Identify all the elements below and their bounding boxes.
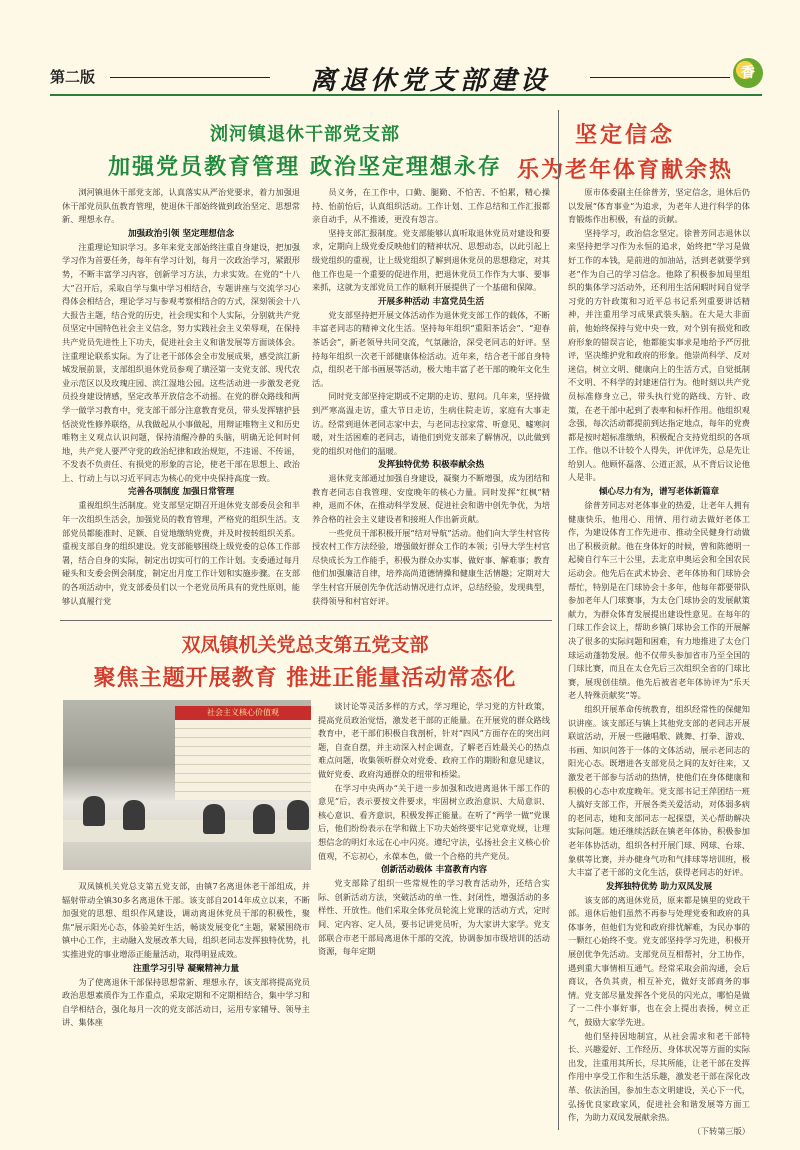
paragraph: 谈讨论等灵活多样的方式，学习理论，学习党的方针政策，提高党员政治觉悟，激发老干部的正能量。在开展党的群众路线教育中，老干部们积极自我剖析，针对“四风”方面存在的突出问题，自查自摆，并主动深入村企调查，了解老百姓最关心的热点难点问题，收集领听群众对党委、政府工作的期盼和意见建议，做好党委、政府沟通群众的纽带和桥梁。 [318,701,550,779]
article3-title-line1: 双凤镇机关党总支第五党支部 [181,634,429,656]
article2-column [568,186,750,1136]
paragraph: 双凤镇机关党总支第五党支部，由镇7名离退休老干部组成，并辐射带动全镇30多名离退休干部。该支部自2014年成立以来，不断加强党的思想、组织作风建设，调动离退休党员干部的积极性，聚焦“展示阳光心态，体验美好生活，畅谈发展变化”主题，紧紧围绕市镇中心工作，主动融入发展改革大局，组织老同志发挥独特优势，扎实推进党的事业增添正能量活动，取得明显成效。 [62,881,310,959]
edition-label: 第二版 [50,68,96,86]
subheading: 发挥独特优势 助力双凤发展 [605,881,713,892]
subheading: 注重学习引导 凝聚精神力量 [132,963,240,974]
paragraph: 为了使离退休干部保持思想常新、理想永存，该支部将提高党员政治思想素质作为工作重点，采取定期和不定期相结合，集中学习和自学相结合，强化每月一次的党支部活动日，运用专家辅导、领导主讲、集体座 [62,976,310,1028]
masthead-underline [50,94,762,96]
article3-headline [60,630,550,692]
paragraph: 该支部的离退休党员，原来都是镇里的党政干部。退休后他们虽然不再参与处理党委和政府的具体事务，但他们为党和政府排忧解难，为民办事的一颗红心始终不变。党支部坚持学习先进，积极开展创优争先活动。支部党员互相帮衬，分工协作，遇到重大事情相互通气。经常采取会前沟通，会后商议，各负其责，相互补充，做好支部商务的事情。党支部尽量发挥各个党员的闪光点，哪怕是做了一二件小事好事，也在会上提出表扬，树立正气，鼓励大家学先进。 [568,894,750,1028]
paragraph: 退休党支部通过加强自身建设，凝聚力不断增强，成为团结和教育老同志自我管理、安度晚年的核心力量。同时发挥“红枫”精神，退而不休，在推动科学发展、促进社会和谐中创先争优，为培养合格的社会主义建设者和接班人作出新贡献。 [312,473,550,525]
article1-headline [60,120,550,181]
article3-column-2 [318,700,550,1130]
paragraph: 党支部除了组织一些常规性的学习教育活动外，还结合实际、创新活动方法，突破活动的单一性、封闭性，增强活动的多样性、开放性。他们采取全体党员轮流上党课的活动方式，定时间、定内容、定人员，要书记讲党员听，为大家讲大家学。党支部联合市老干部局离退休干部的交流，协调参加市级培训的活动资源，每年定期 [318,878,550,957]
subheading: 发挥独特优势 积极奉献余热 [377,460,485,471]
subheading: 创新活动载体 丰富教育内容 [380,865,488,876]
paragraph: 同时党支部坚持定期或不定期的走访、慰问。几年来，坚持做到严寒高温走访，重大节日走访，生病住院走访，家庭有大事走访。经常到退休老同志家中去，与老同志拉家常、听意见、嘘寒问暖，对生活困难的老同志，请他们到党支部来了解情况，以此做到党的组织对他们的温暖。 [312,391,550,456]
article1-title-line2: 加强党员教育管理 政治坚定理想永存 [108,155,502,180]
masthead-title: 离退休党支部建设 [309,66,550,96]
photo-person [203,804,225,834]
subheading: 开展多种活动 丰富党员生活 [377,296,485,307]
article1-column-2 [312,186,550,616]
paragraph: 徐普芳同志对老体事业的热爱，让老年人拥有健康快乐，他用心、用情、用行动去做好老体工作，为建设体育工作先进市、推动全民健身行动做出了积极贡献。他在身体好的时候，曾和陈德明一起骑自行车三十公里，去北京申奥运会和全国农民运动会。他先后在武术协会、老年体协和门球协会帮忙，特别是在门球协会十多年，他每年都要带队参加老年人门球赛事，为太仓门球协会的发展献策献力，为群众体育发展提出建设性意见。在每年的门球工作会议上，帮助乡镇门球协会工作的开展解决了很多的实际问题和困难，有力地推进了太仓门球运动蓬勃发展。他不仅带头参加省市乃至全国的门球比赛，而且在太仓先后三次组织全省的门球比赛，展现创佳绩。他先后被省老年体协评为“乐天老人特殊贡献奖”等。 [568,500,750,701]
photo-display-board [175,720,311,800]
article2-title-line1: 坚定信念 [574,123,675,148]
article2-headline [500,118,750,184]
continued-note: （下转第三版） [692,1125,750,1136]
meeting-photo [63,700,311,870]
article1-column-1 [62,186,300,616]
subheading: 倾心尽力有为，谱写老体新篇章 [598,487,720,498]
paragraph: 组织开展革命传统教育，组织经常性的保健知识讲座。该支部还与镇上其他党支部的老同志开展联谊活动，开展一些融唱歌、跳舞、打拳、游戏、书画、知识问答于一体的文体活动，展示老同志的阳光心态。既增进各支部党员之间的友好往来，又激发老干部参与活动的热情，使他们在身体健康和积极的心态中欢度晚年。党支部书记王萍团结一班人搞好支部工作，开展各类关爱活动，对体弱多病的老同志，她和支部同志一起探望，关心帮助解决实际问题。她还继续活跃在镇老年体协，积极参加老年体协活动，组织各村开展门球、网球、台球、象棋等比赛，并办健身气功和气排球等培训班，极大丰富了老干部的文化生活，获得老同志的好评。 [568,703,750,878]
paragraph: 坚持学习，政治信念坚定。徐普芳同志退休以来坚持把学习作为永恒的追求，始终把“学习是做好工作的本钱，是前进的加油站，活到老就要学到老”作为自己的学习信念。他除了积极参加局里组织的集体学习活动外，还利用生活闲暇时间自觉学习党的方针政策和习近平总书记系列重要讲话精神，并注重用学习成果武装头脑。在大是大非面前，他始终保持与党中央一致，对个别有损党和政府形象的错误言论，他都能实事求是地给予严厉批评，坚决维护党和政府的形象。他崇尚科学、反对迷信，树立文明、健康向上的生活方式，自觉抵制不文明、不科学的封建迷信行为。他时刻以共产党员标准修身立己，带头执行党的路线、方针、政策，在老干部中起到了表率和标杆作用。他组织观念强，每次活动都提前到达指定地点，每年的党费都是按时超标准缴纳，积极配合支持党组织的各项工作。他以不计较个人得失，评优评先，总是先让给别人。他顾怀磊落、公道正派，从不背后议论他人是非。 [568,227,750,483]
article3-title-line2: 聚焦主题开展教育 推进正能量活动常态化 [93,666,517,691]
subheading: 完善各项制度 加强日常管理 [127,487,235,498]
masthead [50,58,762,100]
paragraph: 党支部坚持把开展文体活动作为退休党支部工作的载体，不断丰富老同志的精神文化生活。坚持每年组织“重阳茶话会”、“迎春茶话会”，新老领导共同交流，气氛融洽，深受老同志的好评。坚持每年组织一次老干部健康体检活动。近年来，结合老干部自身特点，组织老干部书画展等活动，极大地丰富了老干部的晚年文化生活。 [312,309,550,388]
paragraph: 在学习中央两办“关于进一步加强和改进离退休干部工作的意见”后，表示要按文件要求，牢固树立政治意识、大局意识、核心意识、看齐意识，积极发挥正能量。在听了“两学一做”党课后，他们纷纷表示在学和做上下功夫始终要牢记党章党规，让理想信念的明灯永远在心中闪亮。遵纪守法，弘扬社会主义核心价值观，不忘初心，永葆本色，做一个合格的共产党员。 [318,782,550,861]
article3-column-1 [62,880,310,1130]
newspaper-logo-icon: 香 [733,58,763,88]
subheading: 加强政治引领 坚定理想信念 [127,228,235,239]
masthead-rule-right [590,77,730,78]
paragraph: 一些党员干部积极开展“结对导航”活动。他们向大学生村官传授农村工作方法经验，增强做好群众工作的本领；引导大学生村官尽快成长为工作能手，积极为群众办实事、做好事、解难事；教育他们加强廉洁自律，培养高尚道德情操和健康生活情趣；定期对大学生村官开展创先争优活动情况进行点评，总结经验，发现典型，获得领导和村官好评。 [312,527,550,606]
paragraph: 他们坚持因地制宜，从社会需求和老干部特长、兴趣爱好、工作经历、身体状况等方面的实际出发，注重用其所长，尽其所能，让老干部在发挥作用中享受工作和生活乐趣，激发老干部在深化改革、依法治国，参加生态文明建设，关心下一代，弘扬优良家政家风，促进社会和谐发展等方面工作，为助力双凤发展献余热。 [568,1030,750,1123]
paragraph: 注重理论知识学习。多年来党支部始终注重自身建设，把加强学习作为首要任务，每年有学习计划，每月一次政治学习，紧跟形势，不断丰富学习内容，创新学习方法，力求实效。在党的“十八大”召开后，采取自学与集中学习相结合，专题讲座与交流学习心得体会相结合，理论学习与参观考察相结合的方式，深刻领会十八大报告主题，结合党的历史，社会现实和个人实际，分别就共产党员坚定中国特色社会主义信念，努力实践社会主义荣辱观，在保持共产党员先进性上下功夫，促进社会主义和谐发展等方面谈体会。注重理论联系实际。为了让老干部体会全市发展成果，感受滨江新城发展前景，支部组织退休党员参观了璜泾第一支党支部、现代农业示范区以及玫瑰庄园、滨江湿地公园。这些活动进一步激发老党员投身建设情感，坚定改革开放信念不动摇。在党的群众路线和两学一做学习教育中，党支部干部分注意教育党员，带头发挥辖护县恬淡党性修养联络，从我做起从小事做起，用辩证唯物主义和历史唯物主义观点认识问题，保持清醒冷静的头脑，明确无论何时何地，共产党人要严守党的政治纪律和政治规矩，不违谣、不传谣，不发表不负责任、有损党的形象的言论，使老干部在思想上、政治上、行动上与以习近平同志为核心的党中央保持高度一致。 [62,241,300,483]
column-divider [558,110,559,1130]
paragraph: 浏河镇退休干部党支部，认真落实从严治党要求，着力加强退休干部党员队伍教育管理，使退休干部始终做到政治坚定、思想常新、理想永存。 [62,187,300,225]
paragraph: 原市体委副主任徐普芳，坚定信念，退休后仍以发展“体育事业”为追求，为老年人进行科学的体育锻炼作出积极，有益的贡献。 [568,187,750,225]
photo-banner: 社会主义核心价值观 [175,706,311,720]
photo-person [287,800,309,830]
photo-person [123,800,145,830]
masthead-rule-left [110,77,270,78]
article1-title-line1: 浏河镇退休干部党支部 [210,124,400,145]
paragraph: 重视组织生活制度。党支部坚定期召开退休党支部委员会和半年一次组织生活会，加强党员的教育管理，严格党的组织生活。支部党员都能准时、足额、自觉地缴纳党费，并及时按转组织关系。重视支部自身的组织建设。党支部能够围绕上级党委的总体工作部署，结合自身的实际，制定出切实可行的工作计划。支委通过每月碰头和支委会例会制度，制定出月度工作计划和实施步骤。在支部的各项活动中，党支部委员们以一个老党员所具有的党性原则，能够认真履行党 [62,500,300,606]
photo-person [83,796,105,826]
article2-title-line2: 乐为老年体育献余热 [516,158,733,183]
paragraph: 坚持支部汇报制度。党支部能够认真听取退休党员对建设和要求，定期向上级党委反映他们的精神状况、思想动态，以此引起上级党组织的重视，让上级党组织了解到退休党员的思想稳定，对其他工作也是一个重要的促进作用，把退休党员工作作为大事、要事来抓，这就为支部党员工作的顺利开展提供了一个基础和保障。 [312,227,550,293]
paragraph: 员义务，在工作中，口勤、腿勤、不怕苦、不怕累，精心操持、怡前怡后，认真组织活动。工作计划、工作总结和工作汇报都亲自动手，从不推诿，更没有怨言。 [312,187,550,225]
photo-person [253,804,275,834]
section-divider [60,620,552,621]
